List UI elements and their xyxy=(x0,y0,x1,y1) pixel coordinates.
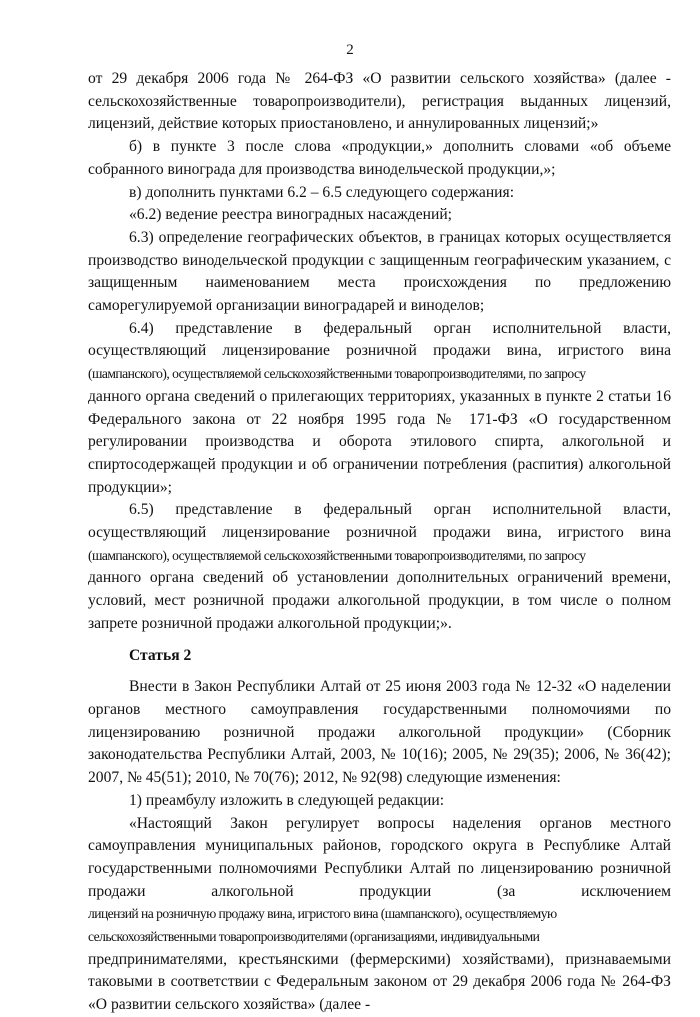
paragraph-item-6-3: 6.3) определение географических объектов, в границах которых осуществляется производство винодельческой продукции с защищенным географическим указанием, с защищенным наименованием места происхождения по предложению саморегулируемой организации виноградарей и виноделов; xyxy=(88,228,671,315)
paragraph-preamble-part2: лицензий на розничную продажу вина, игристого вина (шампанского), осуществляемую xyxy=(88,906,557,922)
article-heading: Статья 2 xyxy=(129,646,192,664)
paragraph-item-1: 1) преамбулу изложить в следующей редакции: xyxy=(129,791,445,809)
paragraph-item-v: в) дополнить пунктами 6.2 – 6.5 следующего содержания: xyxy=(129,183,515,201)
paragraph-item-6-5-part1: 6.5) представление в федеральный орган исполнительной власти, осуществляющий лицензирование розничной продажи вина, игристого вина xyxy=(88,501,671,542)
paragraph-item-6-4-part1: 6.4) представление в федеральный орган исполнительной власти, осуществляющий лицензирование розничной продажи вина, игристого вина xyxy=(88,319,671,360)
paragraph-article2-intro: Внести в Закон Республики Алтай от 25 июня 2003 года № 12-32 «О наделении органов местного самоуправления государственными полномочиями по лицензированию розничной продажи алкогольной продукции» (Сборник законодательства Республики Алтай, 2003, № 10(16); 2005, № 29(35); 2006, № 36(42); 2007, № 45(51); 2010, № 70(76); 2012, № 92(98) следующие изменения: xyxy=(88,678,671,787)
paragraph-item-6-5-part3: данного органа сведений об установлении дополнительных ограничений времени, условий, мест розничной продажи алкогольной продукции, в том числе о полном запрете розничной продажи алкогольной продукции;». xyxy=(88,569,671,632)
paragraph-preamble-part4: предпринимателями, крестьянскими (фермерскими) хозяйствами), признаваемыми таковыми в соответствии с Федеральным законом от 29 декабря 2006 года № 264-ФЗ «О развитии сельского хозяйства» (далее - xyxy=(88,950,671,1014)
paragraph-item-6-2: «6.2) ведение реестра виноградных насаждений; xyxy=(129,206,453,224)
page-number: 2 xyxy=(346,42,354,58)
paragraph-continuation: от 29 декабря 2006 года № 264-ФЗ «О развитии сельского хозяйства» (далее - сельскохозяйственные товаропроизводители), регистрация выданных лицензий, лицензий, действие которых приостановлено, и аннулированных лицензий;» xyxy=(88,70,671,133)
paragraph-preamble-part3: сельскохозяйственными товаропроизводителями (организациями, индивидуальными xyxy=(88,929,540,945)
paragraph-preamble-part1: «Настоящий Закон регулирует вопросы наделения органов местного самоуправления муниципальных районов, городского округа в Республике Алтай государственными полномочиями Республики Алтай по лицензированию розничной продажи алкогольной продукции (за исключением xyxy=(88,814,671,900)
paragraph-item-b: б) в пункте 3 после слова «продукции,» дополнить словами «об объеме собранного винограда для производства винодельческой продукции,»; xyxy=(88,138,671,178)
paragraph-item-6-4-part2: (шампанского), осуществляемой сельскохозяйственными товаропроизводителями, по запросу xyxy=(88,366,586,382)
paragraph-item-6-4-part3: данного органа сведений о прилегающих территориях, указанных в пункте 2 статьи 16 Федерального закона от 22 ноября 1995 года № 171-ФЗ «О государственном регулировании производства и оборота этилового спирта, алкогольной и спиртосодержащей продукции и об ограничении потребления (распития) алкогольной продукции»; xyxy=(88,387,671,496)
paragraph-item-6-5-part2: (шампанского), осуществляемой сельскохозяйственными товаропроизводителями, по запросу xyxy=(88,547,586,563)
document-body xyxy=(88,68,671,1017)
